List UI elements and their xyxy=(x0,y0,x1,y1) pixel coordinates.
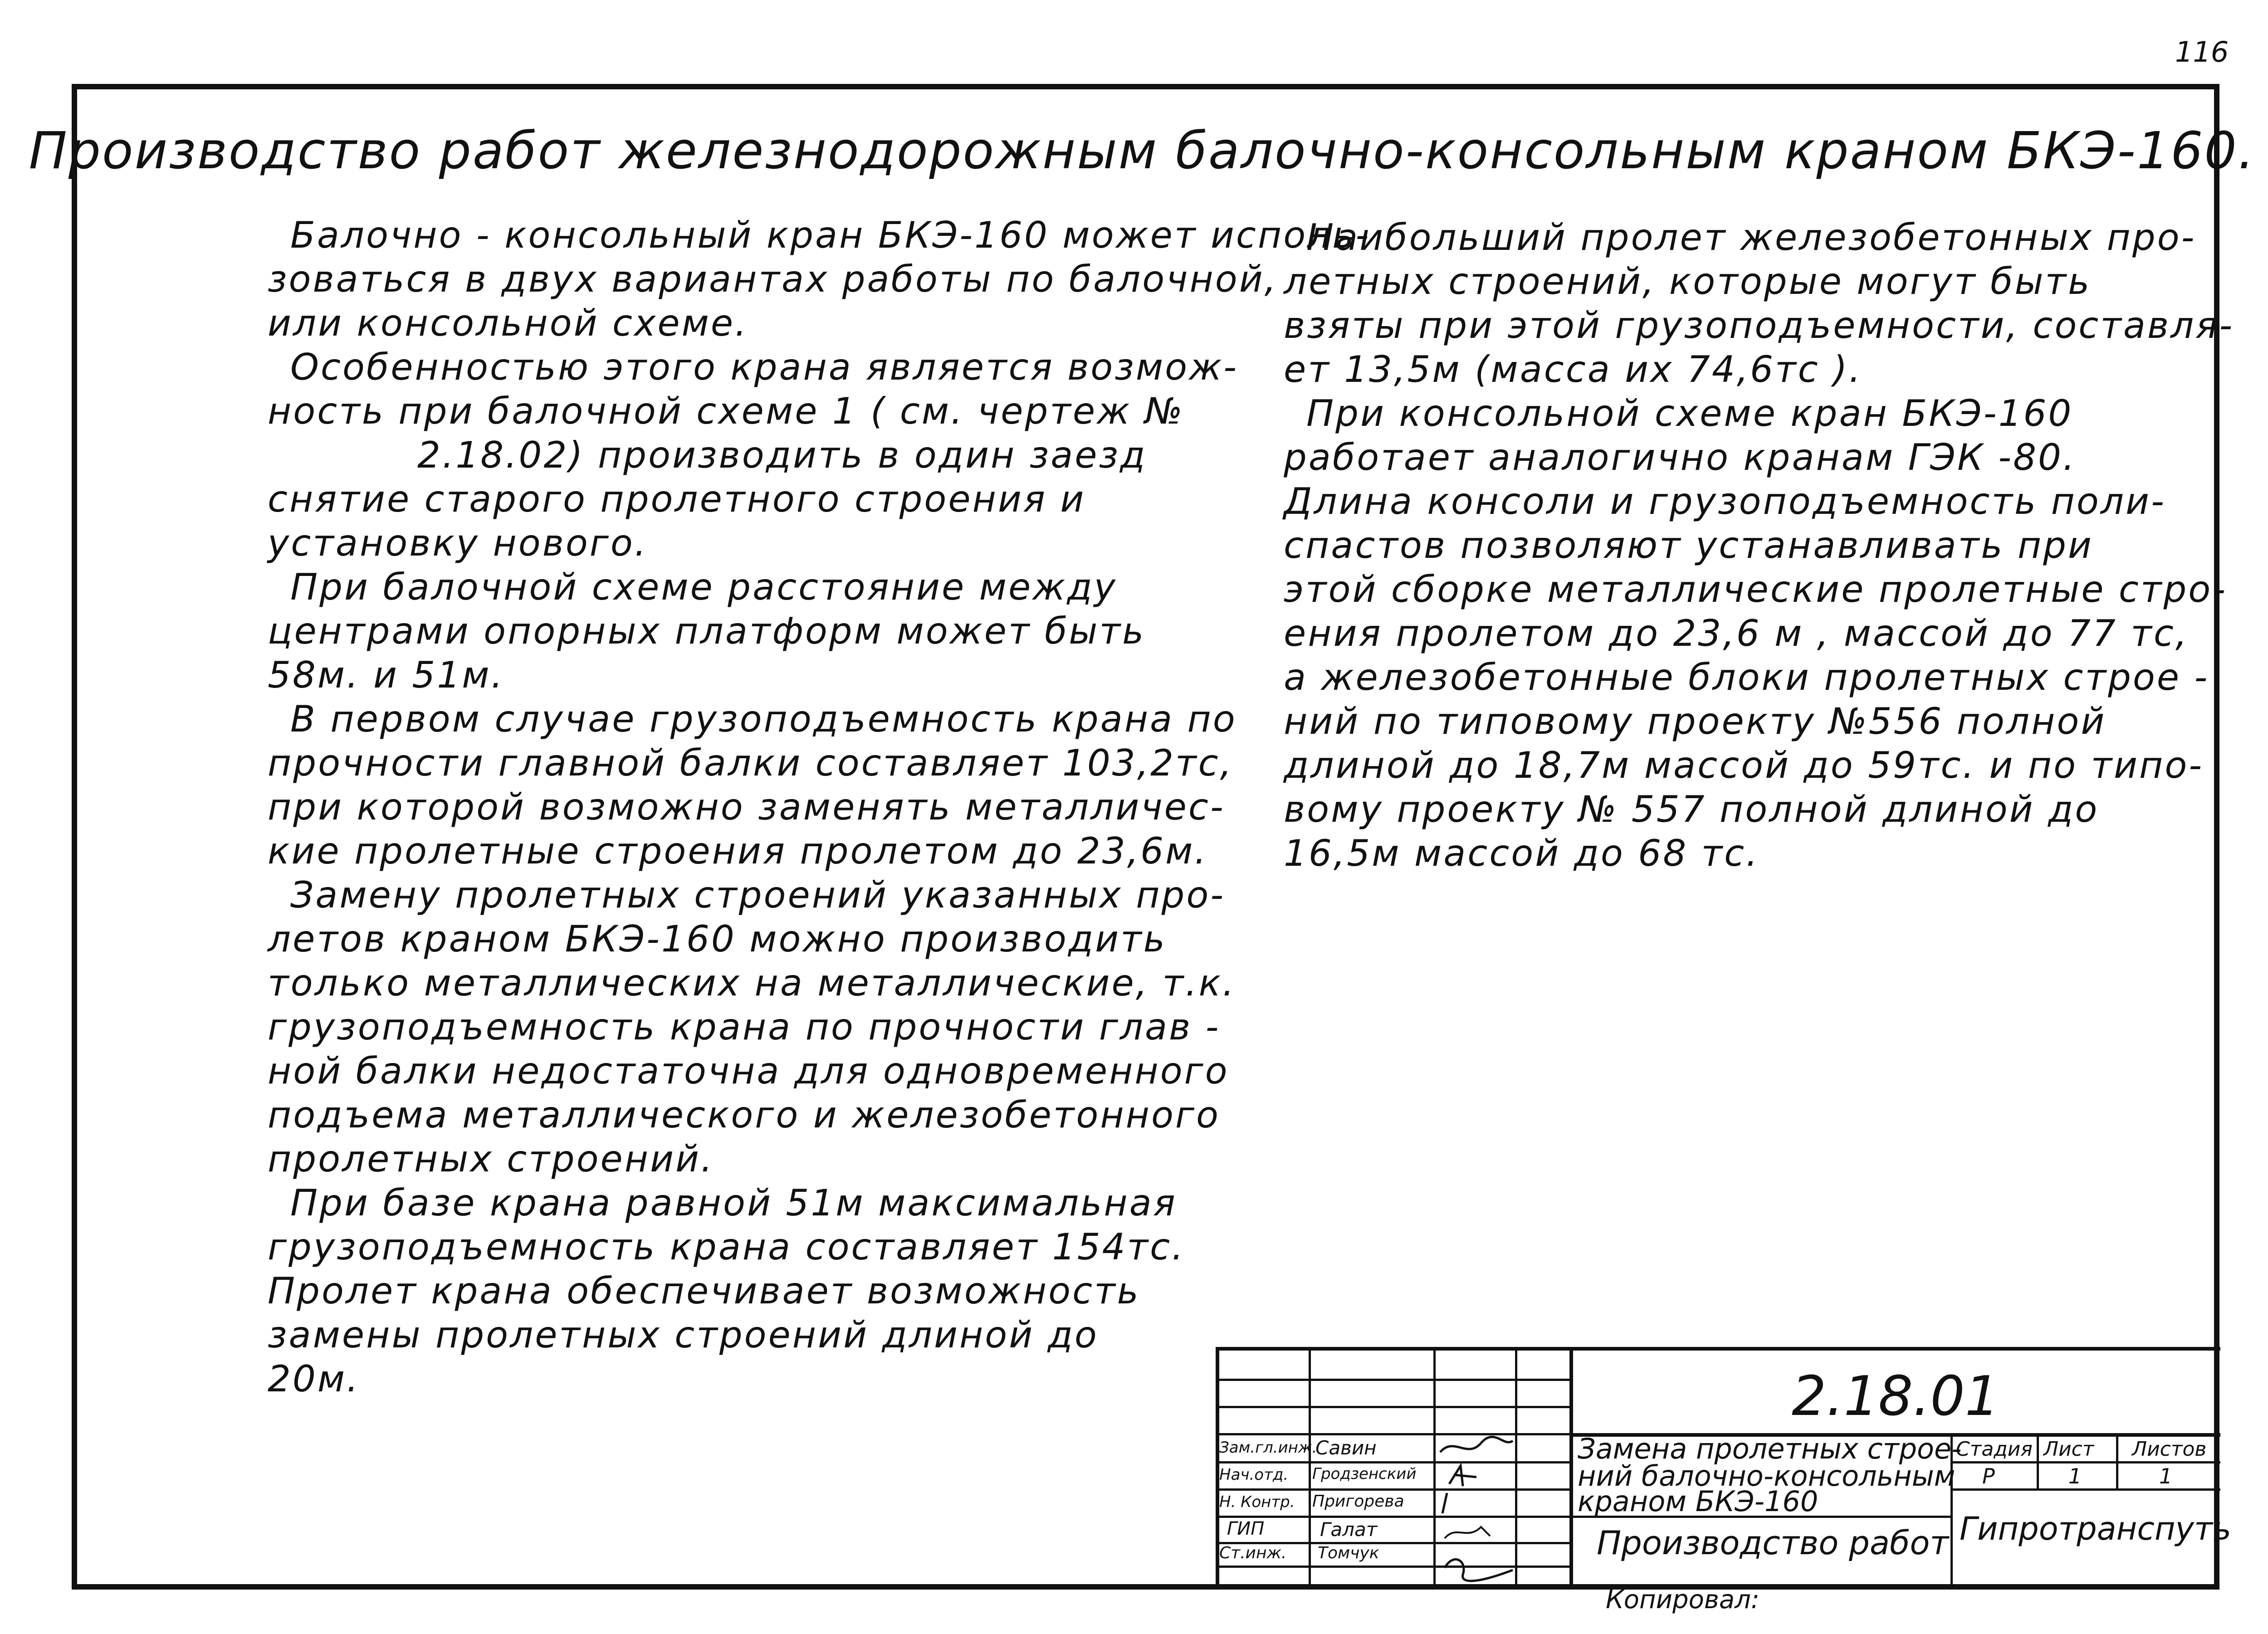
text-line: кие пролетные строения пролетом до 23,6м. xyxy=(268,830,1208,872)
stamp-grid-line xyxy=(1515,1347,1517,1590)
stamp-description-line: Замена пролетных строе- xyxy=(1578,1432,1962,1465)
text-line: прочности главной балки составляет 103,2тс, xyxy=(268,742,1234,784)
stamp-organization: Гипротранспуть xyxy=(1960,1510,2232,1547)
text-line: взяты при этой грузоподъемности, составля- xyxy=(1284,304,2234,346)
left-text-column xyxy=(268,213,1371,1401)
text-line: При консольной схеме кран БКЭ-160 xyxy=(1306,392,2073,434)
text-line: а железобетонные блоки пролетных строе - xyxy=(1284,656,2209,698)
text-line: только металлических на металлические, т.к. xyxy=(268,962,1236,1004)
text-line: Балочно - консольный кран БКЭ-160 может исполь- xyxy=(290,214,1371,256)
stamp-role: Нач.отд. xyxy=(1219,1466,1289,1484)
stamp-person-name: Гродзенский xyxy=(1312,1465,1417,1483)
text-line: длиной до 18,7м массой до 59тс. и по типо- xyxy=(1284,744,2204,786)
text-line: Длина консоли и грузоподъемность поли- xyxy=(1284,480,2166,522)
text-line: ной балки недостаточна для одновременного xyxy=(268,1050,1229,1092)
text-line: снятие старого пролетного строения и xyxy=(268,478,1086,520)
stamp-role: ГИП xyxy=(1227,1518,1265,1539)
stamp-grid-line xyxy=(1950,1488,2220,1491)
text-line: 16,5м массой до 68 тс. xyxy=(1284,832,1760,874)
text-line: 20м. xyxy=(268,1358,360,1400)
text-line: центрами опорных платформ может быть xyxy=(268,610,1146,652)
stamp-value-stage: Р xyxy=(1982,1464,1995,1488)
text-line: летов краном БКЭ-160 можно производить xyxy=(268,918,1167,960)
text-line: зоваться в двух вариантах работы по балочной, xyxy=(268,258,1278,300)
text-line: спастов позволяют устанавливать при xyxy=(1284,524,2093,566)
stamp-description-line: краном БКЭ-160 xyxy=(1578,1485,1818,1518)
text-line: грузоподъемность крана составляет 154тс. xyxy=(268,1226,1185,1268)
text-line: ения пролетом до 23,6 м , массой до 77 тс, xyxy=(1284,612,2189,654)
text-line: Особенностью этого крана является возмож- xyxy=(290,346,1239,388)
stamp-role: Зам.гл.инж. xyxy=(1219,1439,1317,1457)
copied-label: Копировал: xyxy=(1606,1585,1760,1614)
text-line: работает аналогично кранам ГЭК -80. xyxy=(1284,436,2077,478)
stamp-role: Н. Контр. xyxy=(1219,1493,1295,1511)
text-line: В первом случае грузоподъемность крана по xyxy=(290,698,1237,740)
signatures-scribbles xyxy=(1436,1434,1515,1588)
text-line: ность при балочной схеме 1 ( см. чертеж № xyxy=(268,390,1184,432)
text-line: 2.18.02) производить в один заезд xyxy=(417,434,1147,476)
page-number: 116 xyxy=(2175,35,2229,68)
stamp-person-name: Савин xyxy=(1315,1437,1377,1459)
text-line: ний по типовому проекту №556 полной xyxy=(1284,700,2107,742)
text-line: Наибольший пролет железобетонных про- xyxy=(1306,216,2196,259)
text-line: Замену пролетных строений указанных про- xyxy=(290,874,1226,916)
drawing-code: 2.18.01 xyxy=(1792,1365,2000,1428)
text-line: пролетных строений. xyxy=(268,1138,714,1180)
stamp-person-name: Пригорева xyxy=(1312,1492,1404,1511)
stamp-value-sheets: 1 xyxy=(2159,1464,2173,1488)
stamp-person-name: Томчук xyxy=(1318,1544,1379,1562)
text-line: грузоподъемность крана по прочности глав - xyxy=(268,1006,1221,1048)
stamp-description-line: ний балочно-консольным xyxy=(1578,1459,1955,1493)
stamp-person-name: Галат xyxy=(1320,1518,1378,1541)
text-line: летных строений, которые могут быть xyxy=(1284,260,2092,302)
stamp-header-sheets: Листов xyxy=(2132,1438,2207,1461)
stamp-header-sheet: Лист xyxy=(2043,1438,2094,1461)
text-line: Пролет крана обеспечивает возможность xyxy=(268,1270,1140,1312)
text-line: ет 13,5м (масса их 74,6тс ). xyxy=(1284,348,1862,390)
text-line: при которой возможно заменять металличес- xyxy=(268,786,1225,828)
text-line: 58м. и 51м. xyxy=(268,654,505,696)
text-line: При базе крана равной 51м максимальная xyxy=(290,1182,1177,1224)
text-line: или консольной схеме. xyxy=(268,302,748,344)
stamp-grid-line xyxy=(2116,1433,2118,1488)
stamp-grid-line xyxy=(2037,1433,2039,1488)
stamp-header-stage: Стадия xyxy=(1956,1438,2033,1461)
stamp-grid-line xyxy=(1569,1347,1573,1590)
text-line: вому проекту № 557 полной длиной до xyxy=(1284,788,2099,830)
text-line: При балочной схеме расстояние между xyxy=(290,566,1117,608)
stamp-section: Производство работ xyxy=(1597,1524,1949,1562)
text-line: подъема металлического и железобетонного xyxy=(268,1094,1220,1136)
stamp-role: Ст.инж. xyxy=(1219,1544,1287,1562)
document-title: Производство работ железнодорожным балочно-консольным краном БКЭ-160. xyxy=(29,122,2256,180)
stamp-value-sheet: 1 xyxy=(2068,1464,2082,1488)
text-line: замены пролетных строений длиной до xyxy=(268,1314,1099,1356)
text-line: установку нового. xyxy=(268,522,648,564)
stamp-grid-line xyxy=(1309,1347,1311,1590)
stamp-grid-line xyxy=(1950,1461,2220,1463)
right-text-column xyxy=(1284,215,2234,875)
text-line: этой сборке металлические пролетные стро- xyxy=(1284,568,2228,610)
